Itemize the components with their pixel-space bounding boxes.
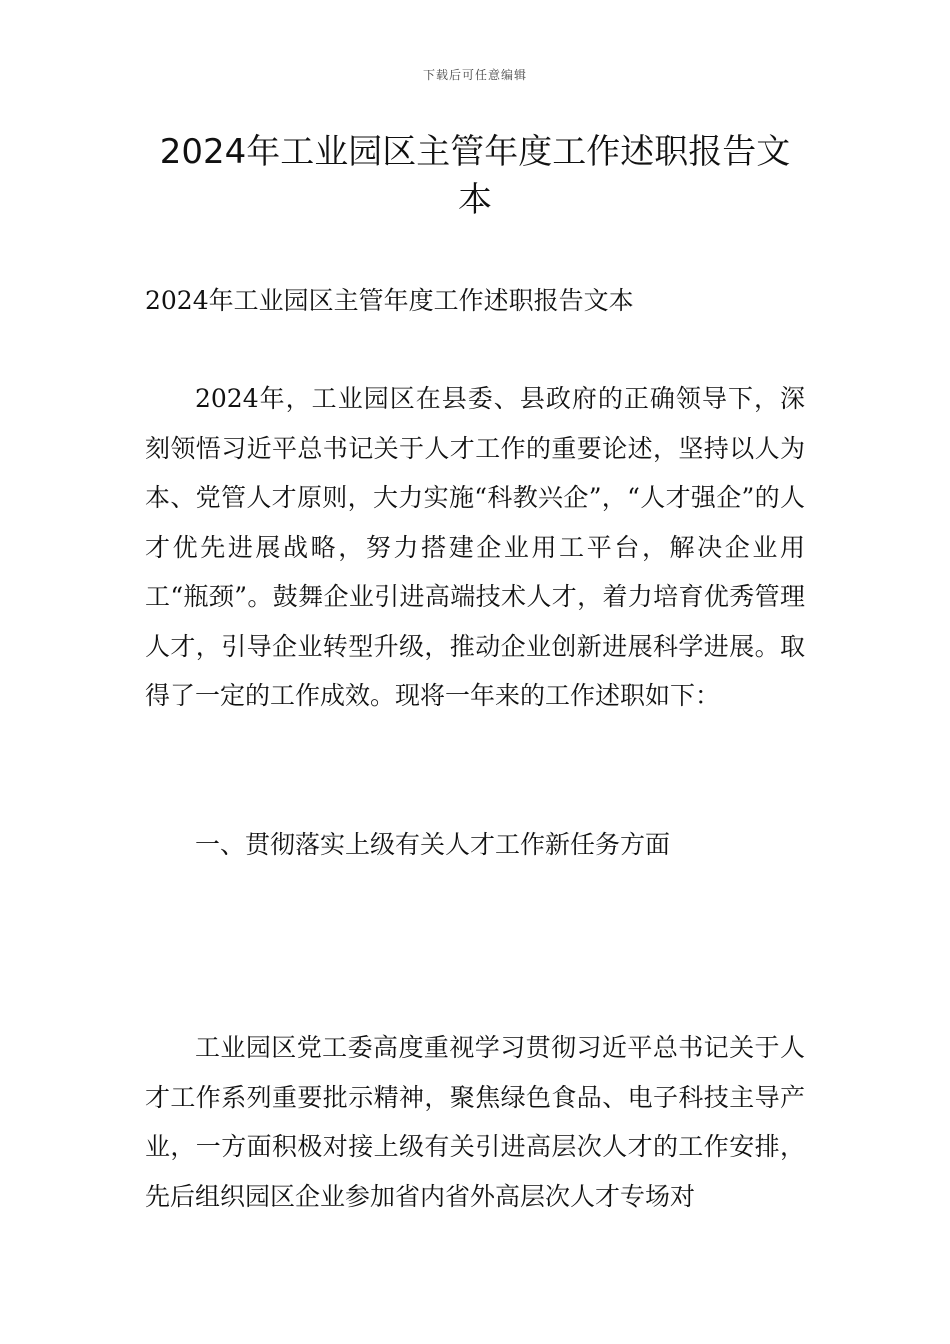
paragraph-2: 工业园区党工委高度重视学习贯彻习近平总书记关于人才工作系列重要批示精神，聚焦绿色食品、电子科技主导产业，一方面积极对接上级有关引进高层次人才的工作安排，先后组织园区企业参加省内省外高层次人才专场对: [145, 1033, 805, 1211]
header-note: 下载后可任意编辑: [422, 68, 527, 82]
document-subtitle: 2024年工业园区主管年度工作述职报告文本: [145, 286, 634, 315]
section-1-heading: 一、贯彻落实上级有关人才工作新任务方面: [195, 830, 671, 859]
document-title: 2024年工业园区主管年度工作述职报告文本: [159, 132, 791, 220]
paragraph-1: 2024年，工业园区在县委、县政府的正确领导下，深刻领悟习近平总书记关于人才工作的重要论述，坚持以人为本、党管人才原则，大力实施“科教兴企”，“人才强企”的人才优先进展战略，努力搭建企业用工平台，解决企业用工“瓶颈”。鼓舞企业引进高端技术人才，着力培育优秀管理人才，引导企业转型升级，推动企业创新进展科学进展。取得了一定的工作成效。现将一年来的工作述职如下：: [145, 384, 805, 710]
